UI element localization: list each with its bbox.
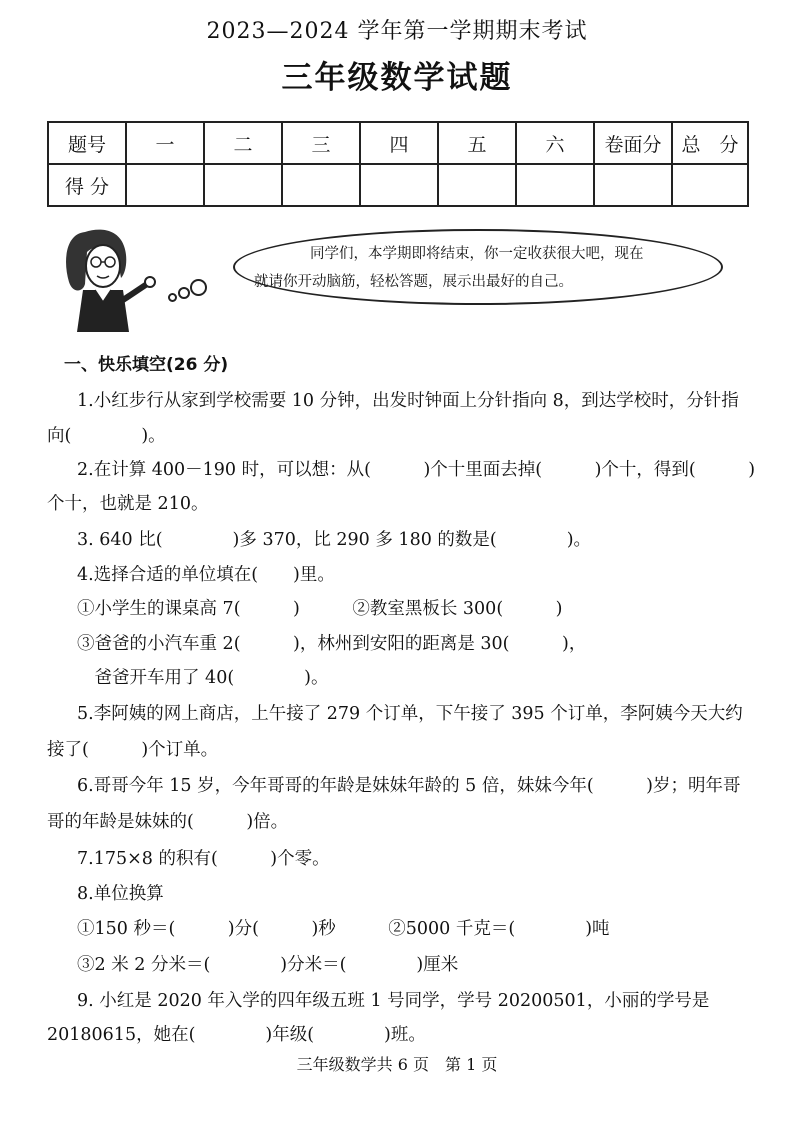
question-line: 爸爸开车用了 40( )。: [77, 668, 329, 688]
question-line: ①小学生的课桌高 7( ) ②教室黑板长 300( ): [77, 599, 563, 619]
score-input-cell[interactable]: [204, 164, 282, 206]
greeting-text: [254, 240, 699, 296]
greeting-line: 就请你开动脑筋，轻松答题，展示出最好的自己。: [254, 274, 573, 290]
score-table-header-row: [48, 122, 748, 164]
thought-bubble-small: [168, 293, 177, 302]
question-line: ③爸爸的小汽车重 2( )，林州到安阳的距离是 30( )，: [77, 634, 587, 654]
score-table-score-row: [48, 164, 748, 206]
score-cell: 六: [516, 122, 594, 164]
question-line: 哥的年龄是妹妹的( )倍。: [47, 812, 289, 832]
question-line: 接了( )个订单。: [47, 740, 219, 760]
thought-bubble-large: [190, 279, 207, 296]
question-line: 9. 小红是 2020 年入学的四年级五班 1 号同学，学号 20200501，小丽的学号是: [77, 991, 710, 1011]
question-line: 8.单位换算: [77, 884, 164, 904]
score-input-cell[interactable]: [672, 164, 748, 206]
score-input-cell[interactable]: [126, 164, 204, 206]
score-cell: 四: [360, 122, 438, 164]
score-input-cell[interactable]: [438, 164, 516, 206]
question-line: ③2 米 2 分米＝( )分米＝( )厘米: [77, 955, 459, 975]
question-line: ①150 秒＝( )分( )秒 ②5000 千克＝( )吨: [77, 919, 610, 939]
exam-title: 2023—2024 学年第一学期期末考试: [206, 19, 588, 44]
score-cell: 一: [126, 122, 204, 164]
question-line: 20180615，她在( )年级( )班。: [47, 1025, 426, 1045]
question-line: 1.小红步行从家到学校需要 10 分钟，出发时钟面上分针指向 8，到达学校时，分针指: [77, 391, 739, 411]
question-line: 7.175×8 的积有( )个零。: [77, 849, 330, 869]
page-footer: 三年级数学共 6 页 第 1 页: [296, 1055, 498, 1074]
score-input-cell[interactable]: [282, 164, 360, 206]
score-cell: 总 分: [672, 122, 748, 164]
question-line: 向( )。: [47, 426, 166, 446]
section-heading: 一、快乐填空(26 分): [64, 355, 229, 375]
score-cell: 三: [282, 122, 360, 164]
thought-bubble-medium: [178, 287, 190, 299]
score-table: [47, 121, 749, 207]
teacher-illustration: [55, 222, 165, 337]
question-line: 5.李阿姨的网上商店，上午接了 279 个订单，下午接了 395 个订单，李阿姨今天大约: [77, 704, 743, 724]
score-input-cell[interactable]: [360, 164, 438, 206]
score-cell: 二: [204, 122, 282, 164]
question-line: 个十，也就是 210。: [47, 494, 209, 514]
question-line: 6.哥哥今年 15 岁，今年哥哥的年龄是妹妹年龄的 5 倍，妹妹今年( )岁；明年哥: [77, 776, 741, 796]
score-row-label: 得 分: [48, 164, 126, 206]
score-cell: 卷面分: [594, 122, 672, 164]
score-cell: 五: [438, 122, 516, 164]
greeting-line: 同学们，本学期即将结束，你一定收获很大吧，现在: [310, 246, 644, 262]
question-line: 4.选择合适的单位填在( )里。: [77, 565, 335, 585]
question-line: 2.在计算 400－190 时，可以想：从( )个十里面去掉( )个十，得到( ): [77, 460, 756, 480]
subject-title: 三年级数学试题: [281, 60, 513, 96]
score-input-cell[interactable]: [516, 164, 594, 206]
score-cell: 题号: [48, 122, 126, 164]
question-line: 3. 640 比( )多 370，比 290 多 180 的数是( )。: [77, 530, 592, 550]
score-input-cell[interactable]: [594, 164, 672, 206]
